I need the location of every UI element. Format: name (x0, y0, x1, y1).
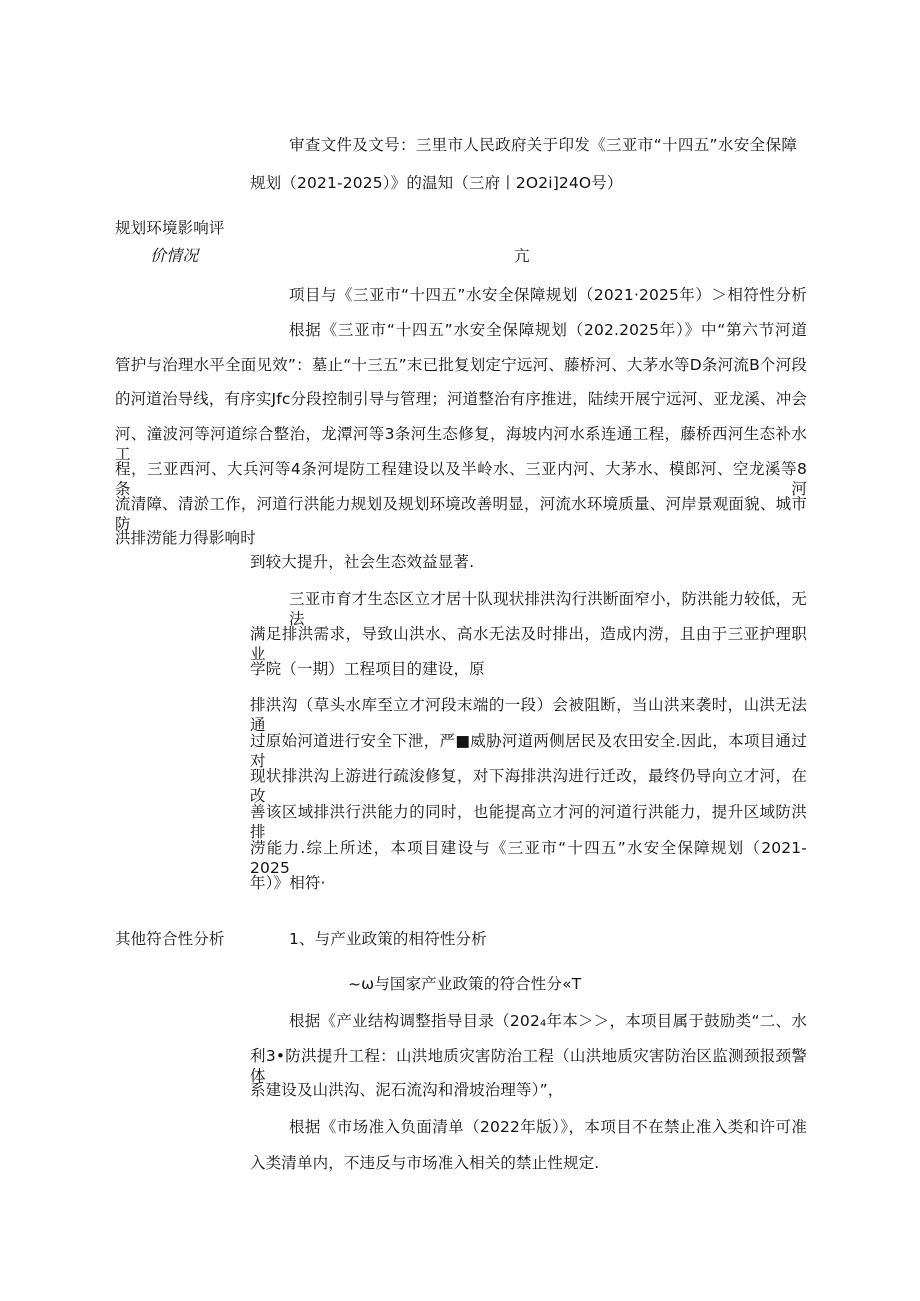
section2-para1-line: 根据《产业结构调整指导目录（202₄年本＞＞，本项目属于鼓励类“二、水 (289, 1012, 807, 1030)
label-other-conformity: 其他符合性分析 (115, 930, 225, 948)
section2-para2-line: 根据《市场准入负面清单（2022年版）》，本项目不在禁止准入类和许可准 (289, 1118, 807, 1136)
section2-para2-line: 入类清单内，不违反与市场准入相关的禁止性规定. (250, 1154, 600, 1172)
eia-value: 亢 (514, 247, 530, 265)
section1-para2-line: 学院（一期）工程项目的建设，原 (250, 660, 485, 678)
section1-para1-line: 流清障、清淤工作，河道行洪能力规划及规划环境改善明显，河流水环境质量、河岸景观面貌、城市防 (115, 495, 807, 533)
section1-para1-line: 程，三亚西河、大兵河等4条河堤防工程建设以及半岭水、三亚内河、大茅水、模郎河、空龙溪等8条河 (115, 460, 807, 498)
section1-para1-line: 的河道治导线，有序实Jfc分段控制引导与管理；河道整治有序推进，陆续开展宁远河、亚龙溪、冲会 (115, 390, 807, 408)
section1-para2-line: 三亚市育才生态区立才居十队现状排洪沟行洪断面窄小，防洪能力较低，无法 (289, 590, 807, 628)
section2-subheading: ~ω与国家产业政策的符合性分«T (348, 975, 582, 993)
section2-para1-line: 系建设及山洪沟、泥石流沟和滑坡治理等）”， (250, 1081, 564, 1099)
section1-para1-line: 到较大提升，社会生态效益显著. (250, 553, 475, 571)
label-planning-eia: 规划环境影响评 (115, 219, 225, 237)
section1-para3-line: 年）》相符· (250, 874, 326, 892)
section2-para1-line: 利3•防洪提升工程：山洪地质灾害防治工程（山洪地质灾害防治区监测颈报颈警体 (250, 1047, 807, 1085)
section1-para3-line: 过原始河道进行安全下泄，严■威胁河道两侧居民及农田安全.因此，本项目通过对 (250, 732, 807, 770)
section1-para2-line: 满足排洪需求，导致山洪水、高水无法及时排出，造成内涝，且由于三亚护理职业 (250, 625, 807, 663)
section1-para3-line: 涝能力.综上所述，本项目建设与《三亚市“十四五”水安全保障规划（2021-2025 (250, 839, 807, 877)
section1-para3-line: 排洪沟（草头水库至立才河段末端的一段）会被阻断，当山洪来袭时，山洪无法通 (250, 696, 807, 734)
section1-para1-line: 管护与治理水平全面见效”：墓止“十三五”末已批复划定宁远河、藤桥河、大茅水等D条河流B个河段 (115, 356, 807, 374)
approval-document-line-1: 审查文件及文号：三里市人民政府关于印发《三亚市“十四五”水安全保障 (289, 136, 797, 154)
approval-document-line-2: 规划（2021-2025）》的温知（三府丨2O2i]24O号） (250, 174, 623, 192)
section1-para1-line: 河、潼波河等河道综合整治，龙潭河等3条河生态修复，海坡内河水系连通工程，藤桥西河生态补水工 (115, 425, 807, 463)
section1-heading: 项目与《三亚市“十四五”水安全保障规划（2021·2025年）＞相符性分析 (289, 286, 807, 304)
label-planning-eia-cont: 价情况 (150, 246, 199, 265)
section1-para3-line: 现状排洪沟上游进行疏浚修复，对下海排洪沟进行迁改，最终仍导向立才河，在改 (250, 767, 807, 805)
section1-para1-line: 洪排涝能力得影响时 (115, 529, 256, 547)
section1-para1-line: 根据《三亚市“十四五”水安全保障规划（202.2025年）》中“第六节河道 (289, 321, 807, 339)
section1-para3-line: 善该区域排洪行洪能力的同时，也能提高立才河的河道行洪能力，提升区域防洪排 (250, 803, 807, 841)
section2-heading: 1、与产业政策的相符性分析 (289, 930, 487, 948)
